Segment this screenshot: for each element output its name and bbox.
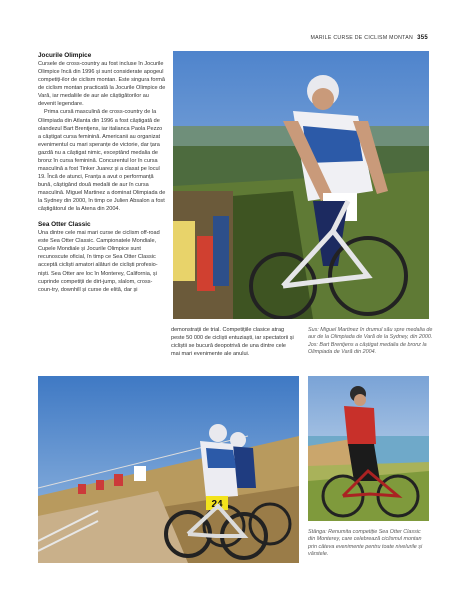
paragraph-sea-otter-continued: demonstrații de trial. Competițiile clasice atrag peste 50 000 de cicliști entuziaști, iar spectatorii și cicliștii se bucură deopotrivă de una dintre cele mai mari evenimente ale anului. (171, 327, 294, 357)
caption-top-photo: Sus: Miguel Martinez în drumul său spre medalia de aur de la Olimpiada de Vară de la Sydney, din 2000. (308, 327, 433, 341)
paragraph-olympics-intro: Cursele de cross-country au fost incluse în Jocurile Olimpice încă din 1996 și sunt considerate apogeul competiți-ilor de ciclism montan. Este singura formă de ciclism montan practicată la Jocurile Olimpice de Vară, iar medaliile de aur ale câștigătorilor au devenit legendare. (38, 61, 166, 108)
caption-top-right (308, 327, 434, 356)
left-text-column (38, 52, 166, 294)
caption-bottom-right (308, 529, 426, 558)
header-section-title: MARILE CURSE DE CICLISM MONTAN (310, 35, 414, 41)
middle-text-column (171, 327, 296, 359)
heading-olympics: Jocurile Olimpice (38, 52, 92, 59)
running-header (311, 35, 429, 41)
heading-sea-otter: Sea Otter Classic (38, 221, 91, 229)
caption-bottom-photo: Jos: Bart Brentjens a câștigat medalia de bronz la Olimpiada de Vară din 2004. (308, 341, 427, 355)
paragraph-sea-otter: Una dintre cele mai mari curse de ciclism off-road este Sea Otter Classic. Campionatele Mondiale, Cupele Mondiale și Jocurile Olimpice sunt recunoscute oficial, în timp ce Sea Otter Classic acceptă cicliști amatori alături de cicliști profesio-niști. Sea Otter are loc în Monterey, California, și cuprinde competiții de dirt-jump, slalom, cross-coun-try, downhill și curse de elită, dar și (38, 230, 160, 293)
photo-olympic-rider (173, 51, 429, 319)
photo-coastal-rider (308, 376, 429, 521)
page-number: 355 (417, 35, 428, 41)
caption-sea-otter-photo: Stânga: Renumita competiție Sea Otter Classic din Monterey, care celebrează ciclismul montan prin câteva evenimente pentru toate nivelurile și vârstele. (308, 529, 423, 557)
lead-rider-bib-number: 24 (211, 499, 223, 510)
photo-sea-otter-race (38, 376, 299, 563)
paragraph-olympics-history: Prima cursă masculină de cross-country de la Olimpiada din Atlanta din 1996 a fost câștigată de olandezul Bart Brentjens, iar italianca Paola Pezzo a câștigat cursa feminină. Americanii au organizat evenimentul cu mari speranțe de victorie, dar țara gazdă nu a câștigat nimic, exceptând medalia de bronz în cursa feminină. Concurentul lor în cursa masculină a fost Tinker Juarez și a clasat pe locul 19. Încă de atunci, Franța a avut o performanță bună, câștigând două medalii de aur în cursa masculină. Miguel Martinez a dominat Olimpiada de la Sydney din 2000, în timp ce Julien Absalon a fost câștigătorul de la Atena din 2004. (38, 109, 166, 213)
